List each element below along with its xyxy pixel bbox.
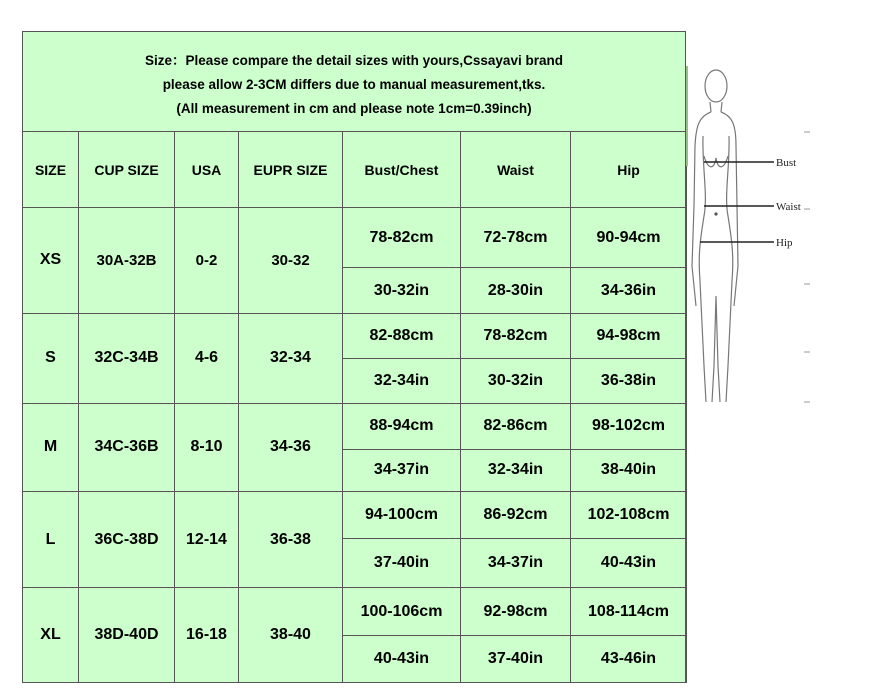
eupr-size-cell: 32-34 [239,313,343,404]
table-row-m-cm [23,404,687,449]
cup-size-cell: 36C-38D [79,491,175,588]
body-outline-illustration [686,66,810,404]
eupr-size-cell: 36-38 [239,491,343,588]
column-header-usa: USA [175,132,239,208]
hip-in-cell: 36-38in [571,358,687,403]
eupr-size-cell: 38-40 [239,588,343,683]
size-cell: S [23,313,79,404]
panel-edge [686,66,688,166]
waist-in-cell: 30-32in [461,358,571,403]
chart-header [23,32,685,132]
hip-in-cell: 34-36in [571,268,687,313]
bust-in-cell: 30-32in [343,268,461,313]
bust-cm-cell: 100-106cm [343,588,461,635]
hip-in-cell: 38-40in [571,449,687,491]
table-row-s-cm [23,313,687,358]
waist-cm-cell: 78-82cm [461,313,571,358]
waist-in-cell: 37-40in [461,635,571,682]
size-table [22,131,687,683]
bust-in-cell: 40-43in [343,635,461,682]
bust-in-cell: 34-37in [343,449,461,491]
header-line-2: please allow 2-3CM differs due to manual measurement,tks. [162,77,546,92]
size-cell: XL [23,588,79,683]
cup-size-cell: 34C-36B [79,404,175,492]
usa-cell: 12-14 [175,491,239,588]
column-header-waist: Waist [461,132,571,208]
size-cell: M [23,404,79,492]
hip-in-cell: 43-46in [571,635,687,682]
table-row-l-cm [23,491,687,538]
hip-in-cell: 40-43in [571,539,687,588]
body-measurement-figure [686,66,810,404]
hip-cm-cell: 94-98cm [571,313,687,358]
table-row-xl-cm [23,588,687,635]
bust-cm-cell: 78-82cm [343,208,461,268]
usa-cell: 16-18 [175,588,239,683]
navel-dot [714,212,717,215]
bust-in-cell: 32-34in [343,358,461,403]
head-outline [705,70,727,102]
cup-size-cell: 32C-34B [79,313,175,404]
size-chart-panel [22,31,686,683]
hip-cm-cell: 102-108cm [571,491,687,538]
bust-in-cell: 37-40in [343,539,461,588]
table-row-xs-cm [23,208,687,268]
waist-cm-cell: 92-98cm [461,588,571,635]
arms-outline [692,112,738,306]
usa-cell: 8-10 [175,404,239,492]
neck-outline [710,102,722,112]
bust-cm-cell: 88-94cm [343,404,461,449]
bust-label: Bust [776,157,797,169]
hip-cm-cell: 90-94cm [571,208,687,268]
hip-cm-cell: 98-102cm [571,404,687,449]
column-header-cup-size: CUP SIZE [79,132,175,208]
usa-cell: 0-2 [175,208,239,314]
hip-cm-cell: 108-114cm [571,588,687,635]
eupr-size-cell: 30-32 [239,208,343,314]
bust-cm-cell: 94-100cm [343,491,461,538]
size-cell: L [23,491,79,588]
cup-size-cell: 30A-32B [79,208,175,314]
bust-cm-cell: 82-88cm [343,313,461,358]
cup-size-cell: 38D-40D [79,588,175,683]
waist-in-cell: 28-30in [461,268,571,313]
size-cell: XS [23,208,79,314]
waist-in-cell: 34-37in [461,539,571,588]
waist-cm-cell: 86-92cm [461,491,571,538]
legs-outline [700,281,732,402]
waist-cm-cell: 72-78cm [461,208,571,268]
header-line-1: Size：Please compare the detail sizes with yours,Cssayavi brand [145,53,563,68]
column-header-eupr-size: EUPR SIZE [239,132,343,208]
table-header-row [23,132,687,208]
column-header-size: SIZE [23,132,79,208]
header-line-3: (All measurement in cm and please note 1cm=0.39inch) [176,101,532,116]
waist-in-cell: 32-34in [461,449,571,491]
waist-cm-cell: 82-86cm [461,404,571,449]
eupr-size-cell: 34-36 [239,404,343,492]
column-header-hip: Hip [571,132,687,208]
hip-label: Hip [776,237,793,249]
column-header-bust-chest: Bust/Chest [343,132,461,208]
waist-label: Waist [776,201,801,213]
usa-cell: 4-6 [175,313,239,404]
